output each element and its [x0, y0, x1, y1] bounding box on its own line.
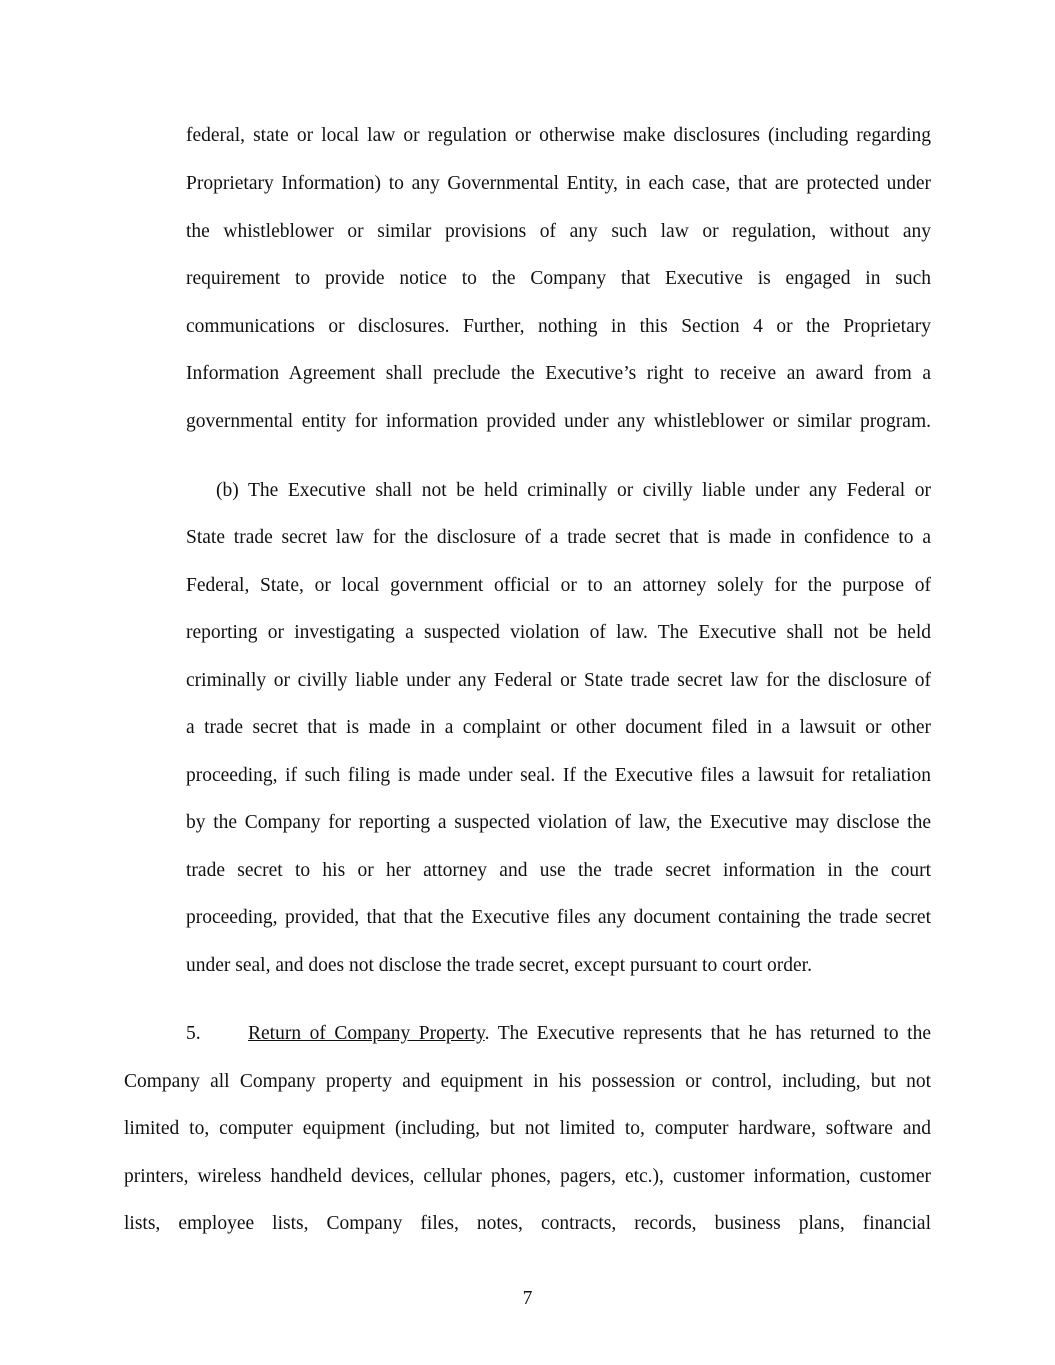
section-heading: Return of Company Property [248, 1023, 485, 1044]
paragraph-line: governmental entity for information provided under any whistleblower or similar program. [186, 411, 931, 432]
paragraph-line: proceeding, provided, that that the Executive files any document containing the trade secret [186, 907, 931, 928]
paragraph-line: Company all Company property and equipment in his possession or control, including, but not [124, 1071, 931, 1092]
paragraph-line: (b) The Executive shall not be held criminally or civilly liable under any Federal or [216, 480, 931, 501]
paragraph-line: limited to, computer equipment (including, but not limited to, computer hardware, software and [124, 1118, 931, 1139]
paragraph-line: printers, wireless handheld devices, cellular phones, pagers, etc.), customer information, customer [124, 1166, 931, 1187]
paragraph-line: criminally or civilly liable under any Federal or State trade secret law for the disclosure of [186, 670, 931, 691]
paragraph-line: trade secret to his or her attorney and use the trade secret information in the court [186, 860, 931, 881]
paragraph-line: communications or disclosures. Further, nothing in this Section 4 or the Proprietary [186, 316, 931, 337]
paragraph-line: the whistleblower or similar provisions of any such law or regulation, without any [186, 221, 931, 242]
paragraph-line: reporting or investigating a suspected violation of law. The Executive shall not be held [186, 622, 931, 643]
paragraph-line: a trade secret that is made in a complaint or other document filed in a lawsuit or other [186, 717, 931, 738]
section-number: 5. [186, 1023, 201, 1044]
paragraph-line: by the Company for reporting a suspected violation of law, the Executive may disclose the [186, 812, 931, 833]
paragraph-line: Information Agreement shall preclude the Executive’s right to receive an award from a [186, 363, 931, 384]
paragraph-line: requirement to provide notice to the Company that Executive is engaged in such [186, 268, 931, 289]
paragraph-line: Proprietary Information) to any Governmental Entity, in each case, that are protected under [186, 173, 931, 194]
page-number: 7 [522, 1288, 533, 1309]
paragraph-line: federal, state or local law or regulation or otherwise make disclosures (including regarding [186, 125, 931, 146]
paragraph-line: under seal, and does not disclose the trade secret, except pursuant to court order. [186, 955, 812, 976]
paragraph-line: lists, employee lists, Company files, notes, contracts, records, business plans, financial [124, 1213, 931, 1234]
paragraph-line: Federal, State, or local government official or to an attorney solely for the purpose of [186, 575, 931, 596]
paragraph-line: proceeding, if such filing is made under seal. If the Executive files a lawsuit for retaliation [186, 765, 931, 786]
paragraph-line: State trade secret law for the disclosure of a trade secret that is made in confidence to a [186, 527, 931, 548]
section-first-line-text: . The Executive represents that he has returned to the [484, 1023, 931, 1044]
section-first-line [248, 1022, 931, 1046]
